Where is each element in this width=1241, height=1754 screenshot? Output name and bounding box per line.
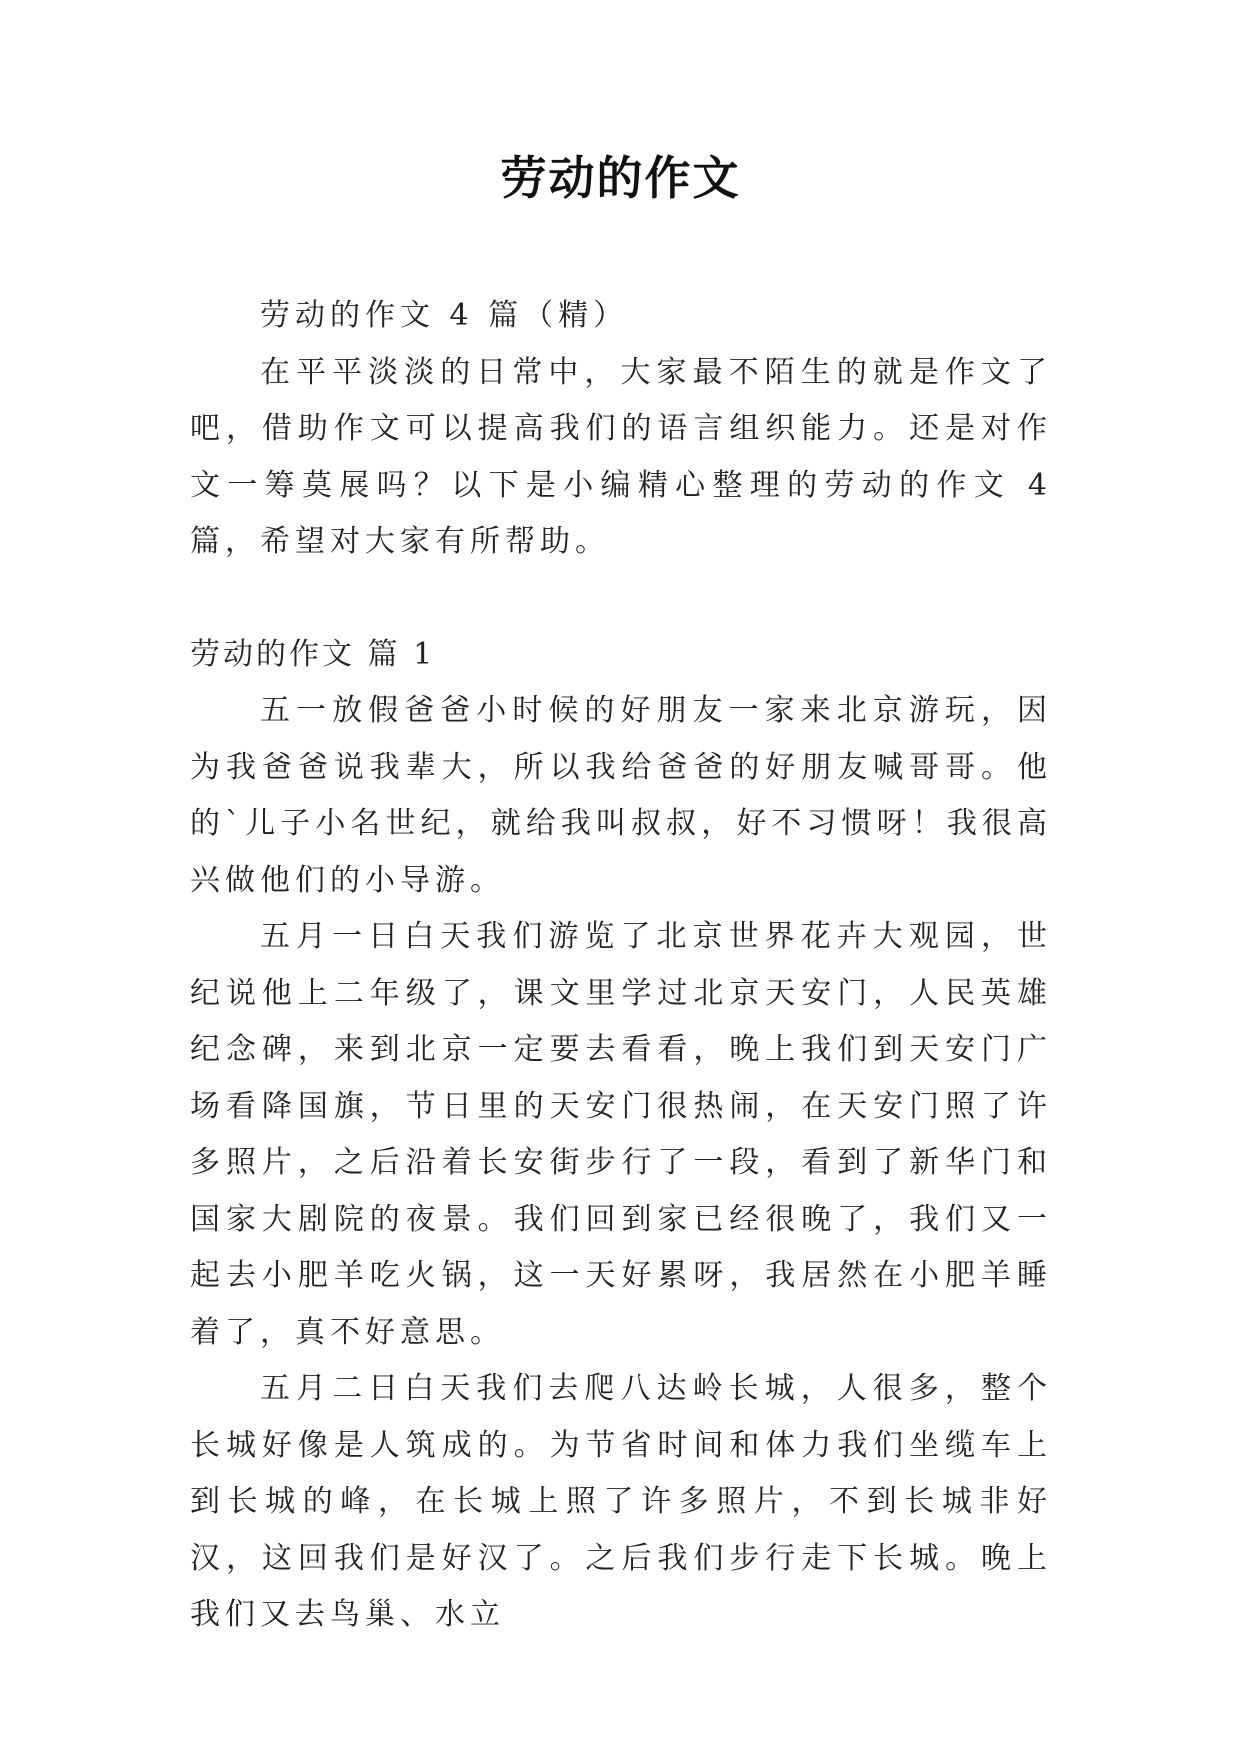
- intro-paragraph: 在平平淡淡的日常中，大家最不陌生的就是作文了吧，借助作文可以提高我们的语言组织能力。还是对作文一筹莫展吗？以下是小编精心整理的劳动的作文 4 篇，希望对大家有所帮助。: [190, 354, 1052, 559]
- document-body: [190, 288, 1052, 1644]
- section-heading: 劳动的作文 篇 1: [190, 636, 436, 672]
- body-paragraph: 五一放假爸爸小时候的好朋友一家来北京游玩，因为我爸爸说我辈大，所以我给爸爸的好朋友喊哥哥。他的`儿子小名世纪，就给我叫叔叔，好不习惯呀！我很高兴做他们的小导游。: [190, 693, 1052, 898]
- body-paragraph: 五月一日白天我们游览了北京世界花卉大观园，世纪说他上二年级了，课文里学过北京天安门，人民英雄纪念碑，来到北京一定要去看看，晚上我们到天安门广场看降国旗，节日里的天安门很热闹，在天安门照了许多照片，之后沿着长安街步行了一段，看到了新华门和国家大剧院的夜景。我们回到家已经很晚了，我们又一起去小肥羊吃火锅，这一天好累呀，我居然在小肥羊睡着了，真不好意思。: [190, 919, 1052, 1350]
- body-paragraph: 五月二日白天我们去爬八达岭长城，人很多，整个长城好像是人筑成的。为节省时间和体力我们坐缆车上到长城的峰，在长城上照了许多照片，不到长城非好汉，这回我们是好汉了。之后我们步行走下长城。晚上我们又去鸟巢、水立: [190, 1371, 1052, 1632]
- document-title: 劳动的作文: [500, 151, 741, 205]
- subtitle: 劳动的作文 4 篇（精）: [260, 298, 629, 333]
